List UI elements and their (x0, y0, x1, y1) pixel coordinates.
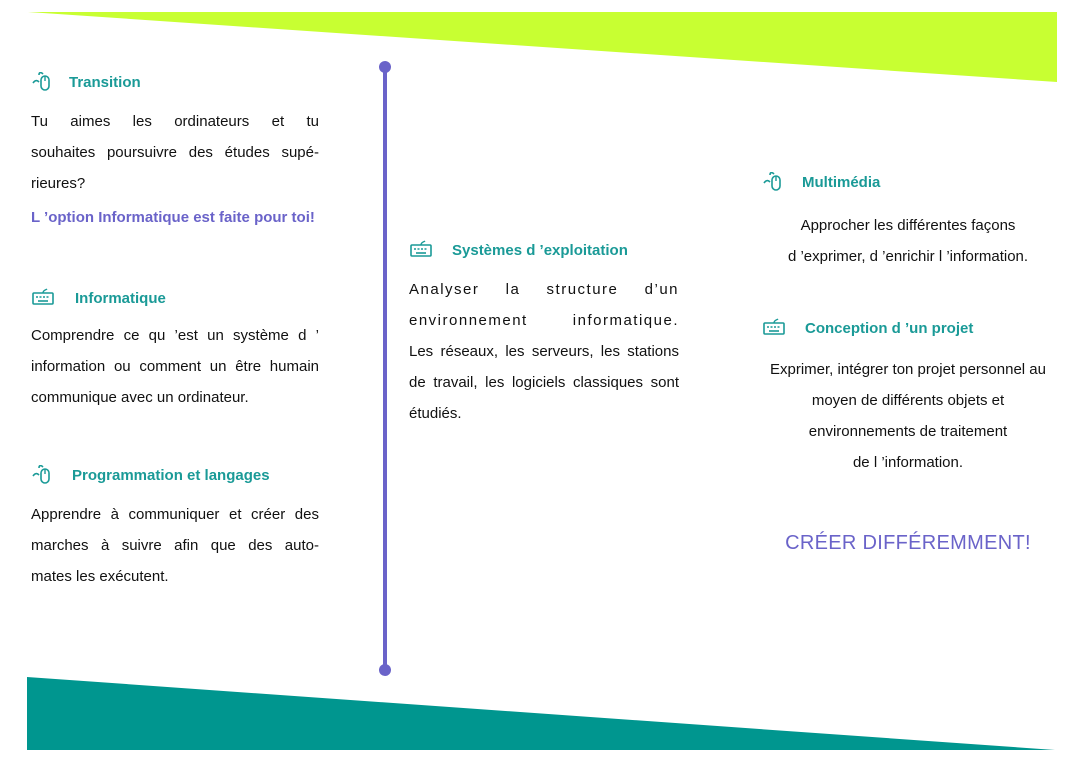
section-heading (760, 172, 1060, 192)
text-line: Exprimer, intégrer ton projet personnel au (770, 361, 1046, 378)
section-systemes (409, 240, 679, 429)
text-line: de l ’information. (852, 454, 964, 471)
slogan: CRÉER DIFFÉREMMENT! (785, 532, 1031, 554)
mouse-icon (31, 465, 55, 485)
section-heading (409, 240, 679, 260)
teal-banner (27, 677, 1055, 750)
section-programmation (31, 465, 319, 592)
mouse-icon (762, 172, 786, 192)
text-line: moyen de différents objets et (811, 392, 1005, 409)
section-title: Informatique (75, 289, 166, 307)
section-informatique (31, 288, 319, 413)
text-line: d ’exprimer, d ’enrichir l ’information. (787, 248, 1029, 265)
text-line: souhaites poursuivre des études supé- (31, 144, 319, 161)
text-line: de travail, les logiciels classiques sont (409, 374, 679, 391)
divider-top-dot (379, 61, 391, 73)
section-title: Programmation et langages (72, 466, 270, 484)
text-line: mates les exécutent. (31, 568, 169, 585)
left-column (31, 72, 319, 585)
text-line: Approcher les différentes façons (800, 217, 1016, 234)
text-line: communique avec un ordinateur. (31, 389, 249, 406)
keyboard-icon (409, 240, 433, 260)
mouse-icon (31, 72, 55, 92)
keyboard-icon (762, 318, 786, 338)
section-title: Multimédia (802, 173, 881, 191)
text-line: Les réseaux, les serveurs, les stations (409, 343, 679, 360)
section-heading (31, 465, 319, 485)
section-multimedia (760, 172, 1060, 272)
text-line: Apprendre à communiquer et créer des (31, 506, 319, 523)
text-line: information ou comment un être humain (31, 358, 319, 375)
section-transition (31, 72, 319, 226)
section-heading (31, 72, 319, 92)
text-line: étudiés. (409, 405, 462, 422)
section-title: Transition (69, 73, 141, 91)
text-line: marches à suivre afin que des auto- (31, 537, 319, 554)
text-line: Tu aimes les ordinateurs et tu (31, 113, 319, 130)
text-line: Analyser la structure d’un (409, 281, 679, 298)
divider-bottom-dot (379, 664, 391, 676)
text-line: environnements de traitement (808, 423, 1008, 440)
middle-column (409, 240, 679, 429)
keyboard-icon (31, 288, 55, 308)
section-heading (31, 288, 319, 308)
text-line: environnement informatique. (409, 312, 679, 329)
text-line: Comprendre ce qu ’est un système d ’ (31, 327, 319, 344)
highlight-text: L ’option Informatique est faite pour toi! (31, 209, 315, 226)
right-column (760, 172, 1060, 554)
section-title: Systèmes d ’exploitation (452, 241, 628, 259)
section-title: Conception d ’un projet (805, 319, 974, 337)
text-line: rieures? (31, 175, 86, 192)
section-conception (760, 318, 1060, 478)
section-heading (760, 318, 1060, 338)
